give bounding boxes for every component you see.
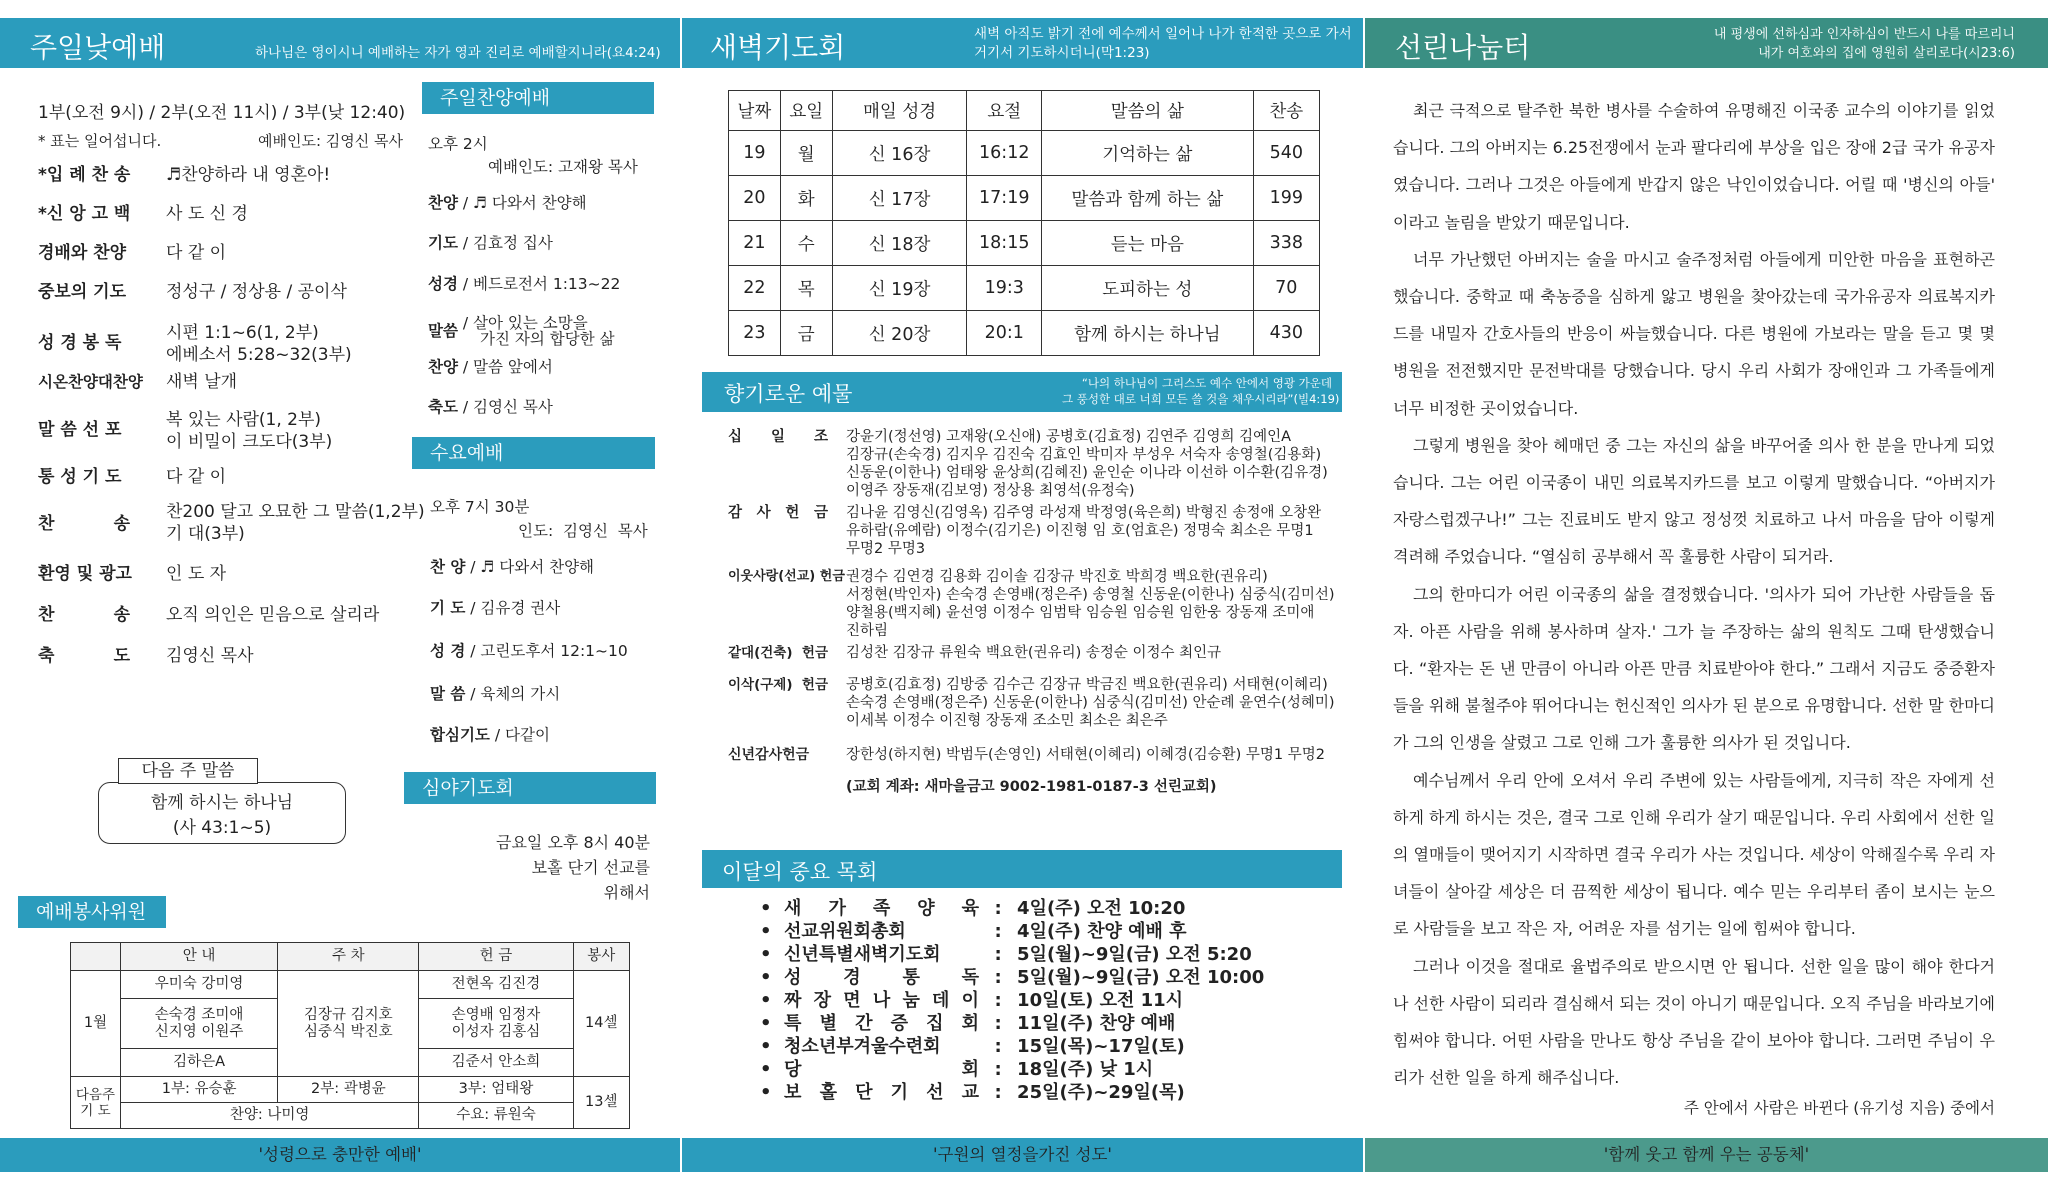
- order-item: 찬 송 찬200 달고 오묘한 그 말씀(1,2부) 기 대(3부): [38, 502, 425, 544]
- event-row: • 짜 장 면 나 눔 데 이 : 10일(토) 오전 11시: [760, 990, 1184, 1011]
- event-row: • 청소년부겨울수련회 : 15일(목)~17일(토): [760, 1036, 1185, 1057]
- sched-header: 요절: [967, 91, 1042, 131]
- col2-header-title: 새벽기도회: [710, 31, 846, 64]
- wednesday-item: 합심기도 / 다같이: [430, 726, 550, 744]
- vol-month: 1월: [71, 971, 121, 1077]
- wednesday-time: 오후 7시 30분: [430, 498, 530, 516]
- next-week-ref: (사 43:1~5): [172, 818, 272, 838]
- col1-header-quote: 하나님은 영이시니 예배하는 자가 영과 진리로 예배할지니라(요4:24): [255, 45, 661, 61]
- sched-header: 찬송: [1253, 91, 1319, 131]
- night-line: 보홀 단기 선교를: [531, 858, 650, 877]
- col3-header: [1365, 18, 2048, 68]
- sched-header: 말씀의 삶: [1042, 91, 1254, 131]
- order-item: 경배와 찬양 다 같 이: [38, 243, 227, 263]
- volunteers-title: 예배봉사위원: [18, 896, 166, 928]
- wednesday-item: 찬 양 / ♬ 다와서 찬양해: [430, 558, 595, 576]
- event-row: • 새 가 족 양 육 : 4일(주) 오전 10:20: [760, 898, 1186, 919]
- vol-header: 봉사: [573, 943, 629, 971]
- wednesday-item: 말 씀 / 육체의 가시: [430, 685, 561, 703]
- order-item: 통 성 기 도 다 같 이: [38, 467, 227, 487]
- wednesday-leader: 인도: 김영신 목사: [518, 522, 648, 540]
- sched-row: 23 금 신 20장 20:1 함께 하시는 하나님 430: [729, 311, 1320, 356]
- order-item: 성 경 봉 독 시편 1:1~6(1, 2부) 에베소서 5:28~32(3부): [38, 323, 352, 365]
- essay-paragraph: 예수님께서 우리 안에 오셔서 우리 주변에 있는 사람들에게, 지극히 작은 자에게 선하게 하게 하시는 것은, 결국 그로 인해 우리가 살기 때문입니다. 우리 사회에서 선한 일의 열매들이 맺어지기 시작하면 결국 우리가 사는 것입니다. 세상이 악해질수록 우리 자녀들이 살아갈 세상은 더 끔찍한 세상이 됩니다. 예수 믿는 우리부터 좀이 보시는 눈으로 사람들을 보고 작은 자, 어려운 자를 섬기는 일에 힘써야 합니다.: [1393, 770, 1995, 939]
- night-line: 위해서: [603, 883, 650, 902]
- wednesday-item: 기 도 / 김유경 권사: [430, 599, 561, 617]
- vol-cell: 3부: 엄태왕: [419, 1077, 573, 1103]
- essay-paragraph: 그러나 이것을 절대로 율법주의로 받으시면 안 됩니다. 선한 일을 많이 해야 한다거나 선한 사람이 되리라 결심해서 되는 것이 아니기 때문입니다. 오직 주님을 바라보기에 힘써야 합니다. 어떤 사람을 만나도 항상 주님을 같이 보아야 합니다. 그러면 주님이 우리가 선한 일을 하게 해주십니다.: [1393, 956, 1995, 1088]
- service-times: 1부(오전 9시) / 2부(오전 11시) / 3부(낮 12:40): [38, 103, 406, 123]
- col3-header-title: 선린나눔터: [1395, 31, 1531, 64]
- afternoon-time: 오후 2시: [428, 135, 488, 153]
- sched-row: 20 화 신 17장 17:19 말씀과 함께 하는 삶 199: [729, 176, 1320, 221]
- night-line: 금요일 오후 8시 40분: [496, 833, 650, 852]
- sched-row: 22 목 신 19장 19:3 도피하는 성 70: [729, 266, 1320, 311]
- vol-cell: 손영배 임정자 이성자 김홍심: [419, 999, 573, 1049]
- order-item: 중보의 기도 정성구 / 정상용 / 공이삭: [38, 282, 347, 302]
- col1-header: [0, 18, 680, 68]
- next-week-label: 다음 주 말씀: [118, 758, 258, 784]
- event-row: • 특 별 간 증 집 회 : 11일(주) 찬양 예배: [760, 1013, 1176, 1034]
- sched-header: 매일 성경: [832, 91, 967, 131]
- vol-cell: 손숙경 조미애 신지영 이원주: [120, 999, 277, 1049]
- vol-cell: 13셀: [573, 1077, 629, 1129]
- afternoon-item: 성경 / 베드로전서 1:13~22: [428, 275, 621, 293]
- afternoon-item: 찬양 / ♬ 다와서 찬양해: [428, 194, 587, 212]
- vol-header: 헌 금: [419, 943, 573, 971]
- vol-header: 주 차: [278, 943, 419, 971]
- event-row: • 신년특별새벽기도회 : 5일(월)~9일(금) 오전 5:20: [760, 944, 1252, 965]
- event-row: • 성 경 통 독 : 5일(월)~9일(금) 오전 10:00: [760, 967, 1265, 988]
- essay-source: 주 안에서 사람은 바뀐다 (유기성 지음) 중에서: [1683, 1099, 1995, 1117]
- order-item: 시온찬양대찬양 새벽 날개: [38, 372, 238, 392]
- col2-header: [682, 18, 1363, 68]
- order-item: *신 앙 고 백 사 도 신 경: [38, 204, 248, 224]
- essay-body: [1393, 92, 1995, 1096]
- afternoon-item: 찬양 / 말씀 앞에서: [428, 358, 553, 376]
- sched-row: 21 수 신 18장 18:15 듣는 마음 338: [729, 221, 1320, 266]
- order-item: *입 례 찬 송 ♬찬양하라 내 영혼아!: [38, 165, 331, 185]
- vol-cell: 김장규 김지호 심중식 박진호: [278, 971, 419, 1077]
- col1-header-title: 주일낮예배: [30, 31, 166, 64]
- offering-quote: “나의 하나님이 그리스도 예수 안에서 영광 가운데 그 풍성한 대로 너희 모든 쓸 것을 채우시리라”(빌4:19): [1062, 376, 1340, 406]
- offering-account: (교회 계좌: 새마을금고 9002-1981-0187-3 선린교회): [846, 779, 1217, 795]
- order-item: 축 도 김영신 목사: [38, 646, 254, 666]
- vol-cell: 1부: 유승훈: [120, 1077, 277, 1103]
- order-item: 말 씀 선 포 복 있는 사람(1, 2부) 이 비밀이 크도다(3부): [38, 410, 333, 452]
- sched-header: 요일: [780, 91, 832, 131]
- events-title: 이달의 중요 목회: [722, 860, 878, 884]
- next-week-title: 함께 하시는 하나님: [150, 793, 294, 813]
- afternoon-item: 말씀 / 살아 있는 소망을 가진 자의 합당한 삶: [428, 314, 615, 348]
- vol-cell: 김하은A: [120, 1049, 277, 1077]
- vol-cell: 김준서 안소희: [419, 1049, 573, 1077]
- vol-cell: 14셀: [573, 971, 629, 1077]
- vol-header: 안 내: [120, 943, 277, 971]
- order-item: 찬 송 오직 의인은 믿음으로 살리라: [38, 605, 380, 625]
- afternoon-item: 기도 / 김효정 집사: [428, 234, 553, 252]
- afternoon-item: 축도 / 김영신 목사: [428, 398, 553, 416]
- volunteers-table: [70, 942, 630, 1129]
- offering-title: 향기로운 예물: [724, 382, 853, 406]
- afternoon-leader: 예배인도: 고재왕 목사: [488, 158, 638, 176]
- essay-paragraph: 그의 한마디가 어린 이국종의 삶을 결정했습니다. '의사가 되어 가난한 사람들을 돕자. 아픈 사람을 위해 봉사하며 살자.' 그가 늘 주장하는 삶의 원칙도 그때 탄생했습니다. “환자는 돈 낸 만큼이 아니라 아픈 만큼 치료받아야 한다.” 그래서 지금도 중증환자들을 위해 불철주야 뛰어다니는 헌신적인 의사가 된 분으로 유명합니다. 선한 말 한마디가 그의 인생을 살렸고 그로 인해 그가 훌륭한 의사가 된 것입니다.: [1393, 584, 1995, 753]
- event-row: • 선교위원회총회 : 4일(주) 찬양 예배 후: [760, 921, 1187, 942]
- col3-header-quote: 내 평생에 선하심과 인자하심이 반드시 나를 따르리니 내가 여호와의 집에 영원히 살리로다(시23:6): [1713, 27, 2015, 61]
- dawn-schedule-table: [728, 90, 1320, 356]
- events-list: [760, 898, 1320, 1108]
- vol-cell: 우미숙 강미영: [120, 971, 277, 999]
- order-item: 환영 및 광고 인 도 자: [38, 564, 227, 584]
- offering-list: 십 일 조 강윤기(정선영) 고재왕(오신애) 공병호(김효정) 김연주 김영희 김예인A 김장규(손숙경) 김지우 김진숙 김효인 박미자 부성우 서숙자 송영철(김용화) 신동운(이한나) 엄태왕 윤상희(김혜진) 윤인순 이나라 이선하 이수환(김유경) 이영주 장동재(김보영) 정상용 최영석(유정숙) 감 사 헌 금 김나윤 김영신(김영옥) 김주영 라성재 박정영(육은희) 박형진 송정애 오창완 유하람(유예람) 이정수(김기은) 이진형 임 호(엄효은) 정명숙 최소은 무명1 무명2 무명3 이웃사랑(선교) 헌금 권경수 김연경 김용화 김이솔 김장규 박진호 박희경 백요한(권유리) 서정현(박인자) 손숙경 손영배(정은주) 송영철 신동운(이한나) 심중식(김미선) 양철용(백지혜) 윤선영 이정수 임범탁 임승원 임승원 임한웅 장동재 조미애 진하림 같대(건축) 헌금 김성찬 김장규 류원숙 백요한(권유리) 송정순 이정수 최인규 이삭(구제) 헌금 공병호(김효정) 김방중 김수근 김장규 박금진 백요한(권유리) 서태현(이혜리) 손숙경 손영배(정은주) 신동운(이한나) 심중식(김미선) 안순례 윤연수(성혜미) 이세복 이정수 이진형 장동재 조소민 최소은 최은주 신년감사헌금 장한성(하지현) 박범두(손영인) 서태현(이혜리) 이혜경(김승환) 무명1 무명2 (교회 계좌: 새마을금고 9002-1981-0187-3 선린교회): [728, 429, 1335, 795]
- afternoon-title: 주일찬양예배: [422, 82, 654, 114]
- vol-next-label: 다음주 기 도: [71, 1077, 121, 1129]
- vol-cell: 찬양: 나미영: [120, 1103, 418, 1129]
- col2-header-quote: 새벽 아직도 밝기 전에 예수께서 일어나 나가 한적한 곳으로 가서 거기서 기도하시더니(막1:23): [974, 26, 1352, 61]
- essay-paragraph: 너무 가난했던 아버지는 술을 마시고 술주정처럼 아들에게 미안한 마음을 표현하곤 했습니다. 중학교 때 축농증을 심하게 앓고 병원을 찾아갔는데 국가유공자 의료복지카드를 내밀자 간호사들의 반응이 싸늘했습니다. 다른 병원에 가보라는 말을 듣고 몇 몇 병원을 전전했지만 문전박대를 당했습니다. 당시 우리 사회가 장애인과 그 가족들에게 너무 비정한 곳이었습니다.: [1393, 249, 1995, 418]
- vol-cell: 전현옥 김진경: [419, 971, 573, 999]
- footer-community: '함께 웃고 함께 우는 공동체': [1365, 1138, 2048, 1172]
- event-row: • 보 홀 단 기 선 교 : 25일(주)~29일(목): [760, 1082, 1185, 1103]
- events-header: [702, 850, 1342, 888]
- wednesday-item: 성 경 / 고린도후서 12:1~10: [430, 642, 628, 660]
- footer-saints: '구원의 열정을가진 성도': [682, 1138, 1363, 1172]
- sched-row: 19 월 신 16장 16:12 기억하는 삶 540: [729, 131, 1320, 176]
- essay-paragraph: 최근 극적으로 탈주한 북한 병사를 수술하여 유명해진 이국종 교수의 이야기를 읽었습니다. 그의 아버지는 6.25전쟁에서 눈과 팔다리에 부상을 입은 장애 2급 국가 유공자였습니다. 그러나 그것은 아들에게 반갑지 않은 낙인이었습니다. 어릴 때 '병신의 아들' 이라고 놀림을 받았기 때문입니다.: [1393, 101, 1995, 232]
- essay-paragraph: 그렇게 병원을 찾아 헤매던 중 그는 자신의 삶을 바꾸어줄 의사 한 분을 만나게 되었습니다. 그는 어린 이국종이 내민 의료복지카드를 보고 이렇게 말했습니다. “아버지가 자랑스럽겠구나!” 그는 진료비도 받지 않고 정성껏 치료하고 나서 마음을 담아 이렇게 격려해 주었습니다. “열심히 공부해서 꼭 훌륭한 사람이 되거라.: [1393, 435, 1995, 567]
- footer-worship: '성령으로 충만한 예배': [0, 1138, 680, 1172]
- offering-header: [702, 372, 1342, 412]
- event-row: • 당 회 : 18일(주) 낮 1시: [760, 1059, 1154, 1080]
- vol-cell: 수요: 류원숙: [419, 1103, 573, 1129]
- service-leader: 예배인도: 김영신 목사: [258, 132, 404, 150]
- vol-cell: 2부: 곽병윤: [278, 1077, 419, 1103]
- night-prayer-title: 심야기도회: [404, 772, 656, 804]
- sched-header: 날짜: [729, 91, 781, 131]
- wednesday-title: 수요예배: [412, 437, 655, 469]
- stand-note: * 표는 일어섭니다.: [38, 132, 162, 150]
